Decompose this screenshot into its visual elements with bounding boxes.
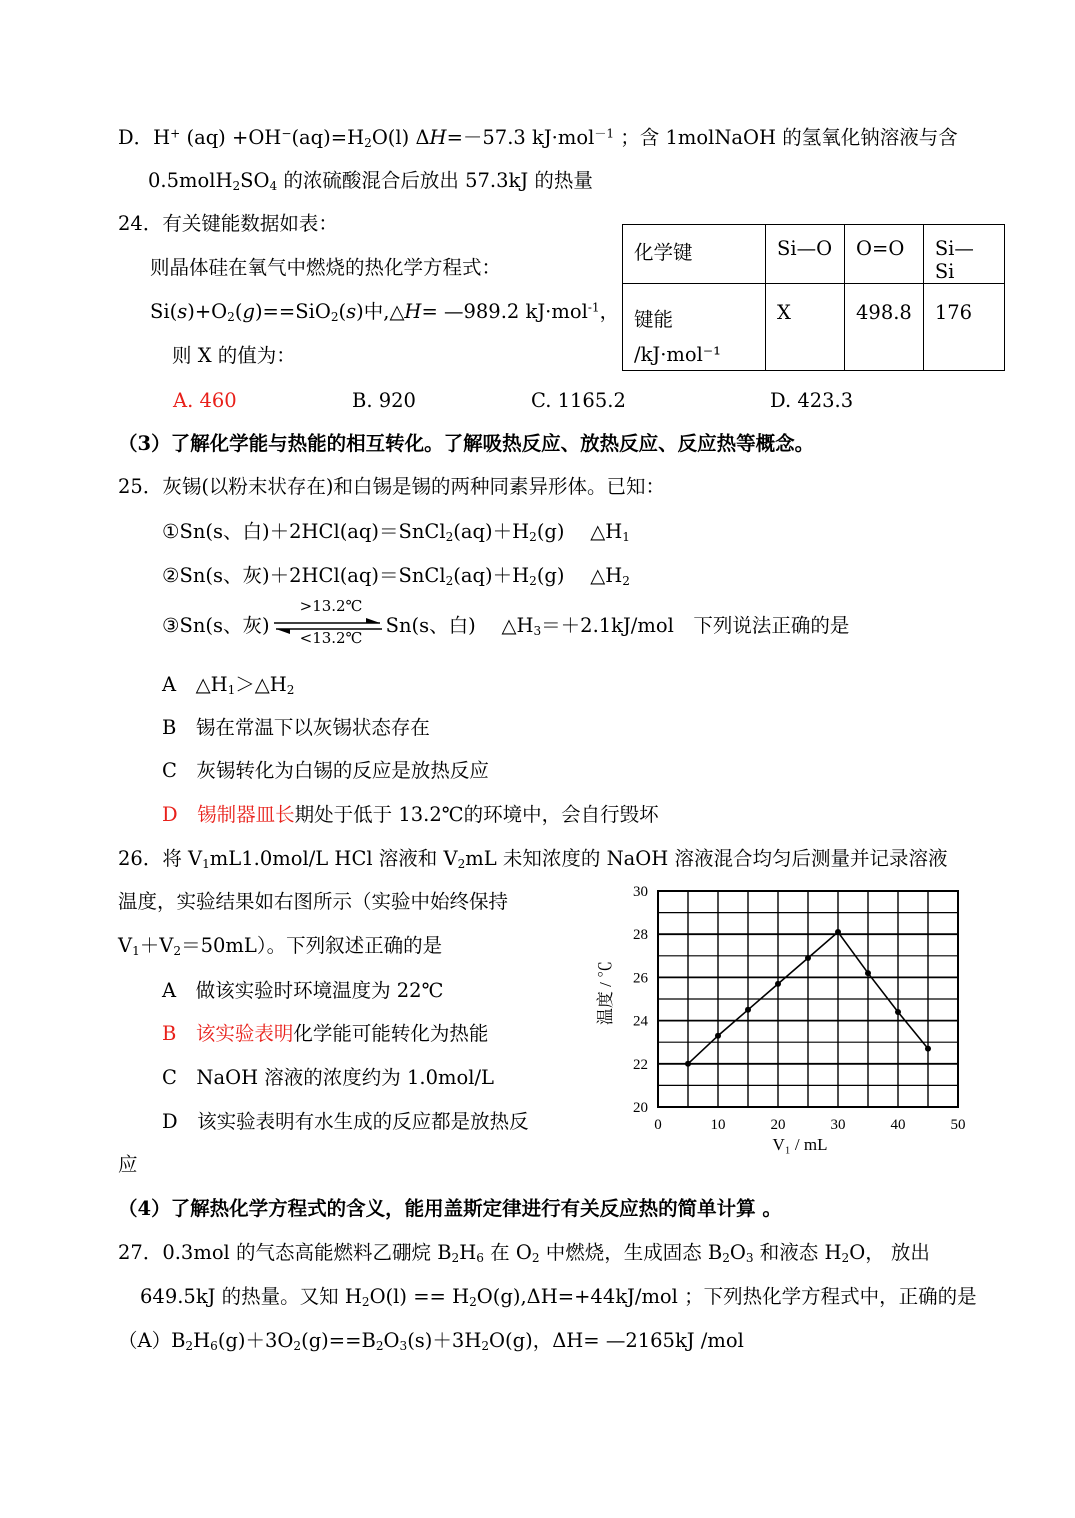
q26-line1: 26．将 $V_1mL1.0mol/L$ HCl 溶液和 $V_2mL$ 未知浓度的 NaOH 溶液混合均匀后测量并记录溶液 (118, 847, 948, 872)
q25-eq3-left: ③Sn(s、灰) (162, 614, 270, 637)
q27-option-a: $(A)B_2H_6(g)+3O_2(g)==B_2O_3(s)+3H_2O(g)$，ΔH= —2165kJ /mol (118, 1329, 744, 1354)
table-header-o-o: O=O (845, 225, 924, 284)
q25-eq1: ①Sn(s、白)$+2HCl(aq)=SnCl_2(aq)+H_2(g)$ $\triangle H_1$ (162, 520, 630, 545)
q26-option-d: D 该实验表明有水生成的反应都是放热反 (162, 1110, 529, 1133)
q26-option-a: A 做该实验时环境温度为 22℃ (162, 979, 444, 1002)
data-point (925, 1046, 931, 1052)
table-cell-si-o: X (766, 284, 845, 371)
x-tick-label: 0 (654, 1117, 662, 1133)
table-cell-si-si: 176 (923, 284, 1004, 371)
x-axis-label: V₁ / mL (772, 1135, 828, 1154)
table-header-bond: 化学键 (623, 225, 766, 284)
arrow-bottom-label: <13.2℃ (299, 628, 363, 647)
section-3-heading: （3）了解化学能与热能的相互转化。了解吸热反应、放热反应、反应热等概念。 (118, 432, 815, 455)
q24-line2: 则晶体硅在氧气中燃烧的热化学方程式： (150, 256, 502, 279)
x-tick-label: 10 (710, 1117, 726, 1133)
q26-option-c: C NaOH 溶液的浓度约为 1.0mol/L (162, 1066, 494, 1089)
data-point (865, 970, 871, 976)
q23-option-d-line2: $0.5molH_2SO_4$ 的浓硫酸混合后放出 57.3kJ 的热量 (148, 169, 593, 194)
q26-line2: 温度，实验结果如右图所示（实验中始终保持 (118, 890, 509, 913)
q24-option-c: C. 1165.2 (531, 389, 626, 412)
q25-eq3 (162, 596, 850, 647)
data-point (805, 955, 811, 961)
bond-energy-table (622, 224, 1005, 371)
y-tick-label: 26 (633, 970, 648, 987)
y-tick-label: 24 (633, 1013, 648, 1030)
x-tick-label: 30 (830, 1117, 846, 1133)
q25-option-c: C 灰锡转化为白锡的反应是放热反应 (162, 759, 489, 782)
table-header-si-si: Si—Si (923, 225, 1004, 284)
table-cell-o-o: 498.8 (845, 284, 924, 371)
q26-line3: $V_1+V_2=50mL$）。下列叙述正确的是 (118, 934, 443, 959)
q26-option-b-rest: 化学能可能转化为热能 (293, 1022, 489, 1045)
q25-option-d-rest: 期处于低于 13.2℃的环境中，会自行毁坏 (294, 803, 659, 826)
table-row-label (623, 284, 766, 371)
table-row-label-1: 键能 (634, 308, 674, 331)
q24-option-b: B. 920 (352, 389, 416, 412)
y-axis-label: 温度 / ℃ (596, 960, 615, 1026)
q27-line1: 27．0.3mol 的气态高能燃料乙硼烷 $B_2H_6$ 在 $O_2$ 中燃烧，生成固态 $B_2O_3$ 和液态 $H_2O$， 放出 (118, 1241, 930, 1266)
q25-option-d (162, 802, 659, 828)
q24-option-a: A. 460 (173, 389, 237, 412)
q26-option-b-highlight: B 该实验表明 (162, 1022, 294, 1045)
q24-stem: 24．有关键能数据如表： (118, 212, 338, 235)
data-point (745, 1007, 751, 1013)
data-point (685, 1061, 691, 1067)
q25-option-d-highlight: D 锡制器皿长 (162, 803, 295, 826)
q26-option-b (162, 1021, 488, 1047)
x-tick-label: 20 (770, 1117, 786, 1133)
q25-eq2: ②Sn(s、灰)$+2HCl(aq)=SnCl_2(aq)+H_2(g)$ $\triangle H_2$ (162, 564, 630, 589)
arrow-top-label: >13.2℃ (299, 596, 363, 615)
q24-equation: $Si(s)+O_2(g)==SiO_2(s)$中,△H= —989.2 kJ·mol$^{-1}$， (150, 300, 620, 325)
section-4-heading: （4）了解热化学方程式的含义，能用盖斯定律进行有关反应热的简单计算 。 (118, 1197, 782, 1220)
y-tick-label: 20 (633, 1100, 648, 1116)
q27-line2: 649.5kJ 的热量。又知 $H_2O(l) == H_2O(g),\Delta H=+44kJ/mol$ ；下列热化学方程式中，正确的是 (140, 1285, 977, 1310)
q24-line4: 则 X 的值为： (172, 344, 296, 367)
q25-stem: 25．灰锡(以粉末状存在)和白锡是锡的两种同素异形体。已知： (118, 475, 666, 498)
table-row-label-2: /kJ·mol⁻¹ (634, 343, 721, 366)
table-header-si-o: Si—O (766, 225, 845, 284)
q23-option-d-line1: D．H+ $(aq) +OH^-(aq)=H_2O(l)$ ΔH=－57.3 kJ·mol$^{-1}$ ；含 1molNaOH 的氢氧化钠溶液与含 (118, 126, 958, 151)
equilibrium-arrow-icon (270, 596, 386, 647)
data-point (775, 981, 781, 987)
q26-option-d-cont: 应 (118, 1153, 138, 1176)
y-tick-label: 28 (633, 927, 648, 944)
q25-option-b: B 锡在常温下以灰锡状态存在 (162, 716, 430, 739)
temperature-chart (585, 878, 975, 1158)
data-point (835, 929, 841, 935)
temperature-chart-svg (585, 878, 975, 1158)
q24-option-d: D. 423.3 (770, 389, 854, 412)
data-point (895, 1009, 901, 1015)
q25-option-a: A $\triangle H_1>\triangle H_2$ (162, 673, 295, 698)
x-tick-label: 50 (950, 1117, 966, 1133)
x-tick-label: 40 (890, 1117, 906, 1133)
y-tick-label: 30 (633, 884, 648, 900)
q25-eq3-right: Sn(s、白) $\triangle H_3=+2.1kJ$/mol 下列说法正确的是 (385, 614, 850, 639)
y-tick-label: 22 (633, 1056, 648, 1073)
data-point (715, 1033, 721, 1039)
